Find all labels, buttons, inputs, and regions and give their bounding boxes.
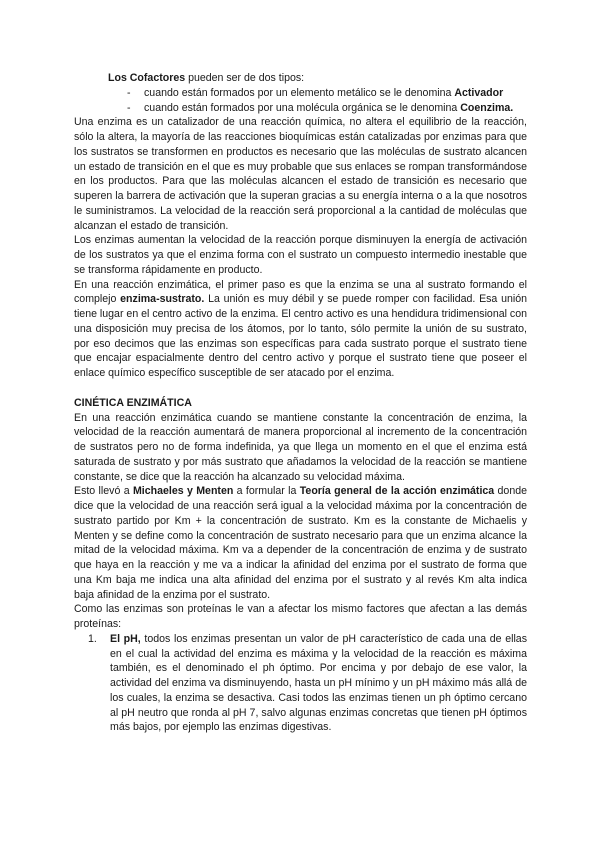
paragraph-proteinas: Como las enzimas son proteínas le van a afectar los mismo factores que afectan a las demás proteínas: <box>74 603 527 630</box>
spacer <box>74 381 527 396</box>
cofactores-text: pueden ser de dos tipos: <box>185 72 305 84</box>
list-item: - cuando están formados por un elemento metálico se le denomina Activador <box>144 86 527 101</box>
cofactores-intro <box>74 71 527 86</box>
term-coenzima: Coenzima. <box>460 101 514 114</box>
term-teoria-general: Teoría general de la acción enzimática <box>299 485 495 498</box>
list-item: - cuando están formados por una molécula orgánica se le denomina Coenzima. <box>144 101 527 116</box>
term-ph: El pH, <box>110 632 141 645</box>
list-item: 1. El pH, todos los enzimas presentan un valor de pH característico de cada una de ellas en el cual la actividad del enzima es máxima y la velocidad de la reacción es máxima también, es el denominado el ph óptimo. Por encima y por debajo de ese valor, la actividad del enzima va disminuyendo, hasta un pH mínimo y un pH máximo más allá de los cuales, la enzima se desactiva. Casi todos las enzimas tienen un ph óptimo cercano al pH neutro que ronda al pH 7, salvo algunas enzimas concretas que tienen pH óptimos más bajos, por ejemplo las enzimas digestivas. <box>88 632 527 734</box>
cofactores-list <box>74 86 527 116</box>
term-michaelis-menten: Michaeles y Menten <box>132 485 234 498</box>
paragraph-energia-activacion: Los enzimas aumentan la velocidad de la reacción porque disminuyen la energía de activación de los sustratos ya que el enzima forma con el sustrato un compuesto intermedio inestable que se transforma rápidamente en producto. <box>74 234 527 276</box>
paragraph-catalizador: Una enzima es un catalizador de una reacción química, no altera el equilibrio de la reacción, sólo la altera, la mayoría de las reacciones bioquímicas están catalizadas por enzimas para que los sustratos se transformen en productos es necesario que las moléculas de sustrato alcancen un estado de transición en el que es muy probable que sus enlaces se rompan transformándose en los productos. Para que las moléculas alcancen el estado de transición es necesario que superen la barrera de activación que la superan gracias a su energía interna o a la que nosotros le suministramos. La velocidad de la reacción será proporcional a la cantidad de moléculas que alcanzan el estado de transición. <box>74 116 527 232</box>
paragraph-enzima-sustrato: En una reacción enzimática, el primer paso es que la enzima se una al sustrato formando el complejo enzima-sustrato. La unión es muy débil y se puede romper con facilidad. Esa unión tiene lugar en el centro activo de la enzima. El centro activo es una hendidura tridimensional con una disposición muy precisa de los átomos, por lo tanto, sólo permite la unión de su sustrato, por eso decimos que las enzimas son específicas para cada sustrato porque el sustrato tiene que encajar espacialmente dentro del centro activo y porque el sustrato tiene que poseer el enlace químico específico susceptible de ser atacado por el enzima. <box>74 278 527 379</box>
section-title: CINÉTICA ENZIMÁTICA <box>74 396 192 409</box>
term-activador: Activador <box>454 86 504 99</box>
paragraph-cinetica: En una reacción enzimática cuando se mantiene constante la concentración de enzima, la velocidad de la reacción aumentará de manera proporcional al incremento de la concentración de sustratos pero no de forma indefinida, ya que llega un momento en el que el enzima está saturada de sustrato y por más sustrato que añadamos la velocidad de la reacción se mantiene constante, se dice que la reacción ha alcanzado su velocidad máxima. <box>74 411 527 483</box>
term-enzima-sustrato: enzima-sustrato. <box>120 293 205 306</box>
cofactores-title: Los Cofactores <box>108 72 186 84</box>
list-number: 1. <box>88 632 97 645</box>
factors-list <box>74 632 527 735</box>
paragraph-michaelis-menten: Esto llevó a Michaeles y Menten a formular la Teoría general de la acción enzimática donde dice que la velocidad de una reacción será igual a la velocidad máxima por la concentración de sustrato partido por Km + la concentración de sustrato. Km es la constante de Michaelis y Menten y se define como la concentración de sustrato necesario para que un enzima alcance la mitad de la velocidad máxima. Km va a depender de la concentración de enzima y de sustrato que haya en la reacción y me va a indicar la afinidad del enzima por el sustrato de forma que una Km baja me indica una alta afinidad del enzima por el sustrato y al revés Km alta indica baja afinidad de la enzima por el sustrato. <box>74 485 527 601</box>
document-body <box>74 71 527 735</box>
